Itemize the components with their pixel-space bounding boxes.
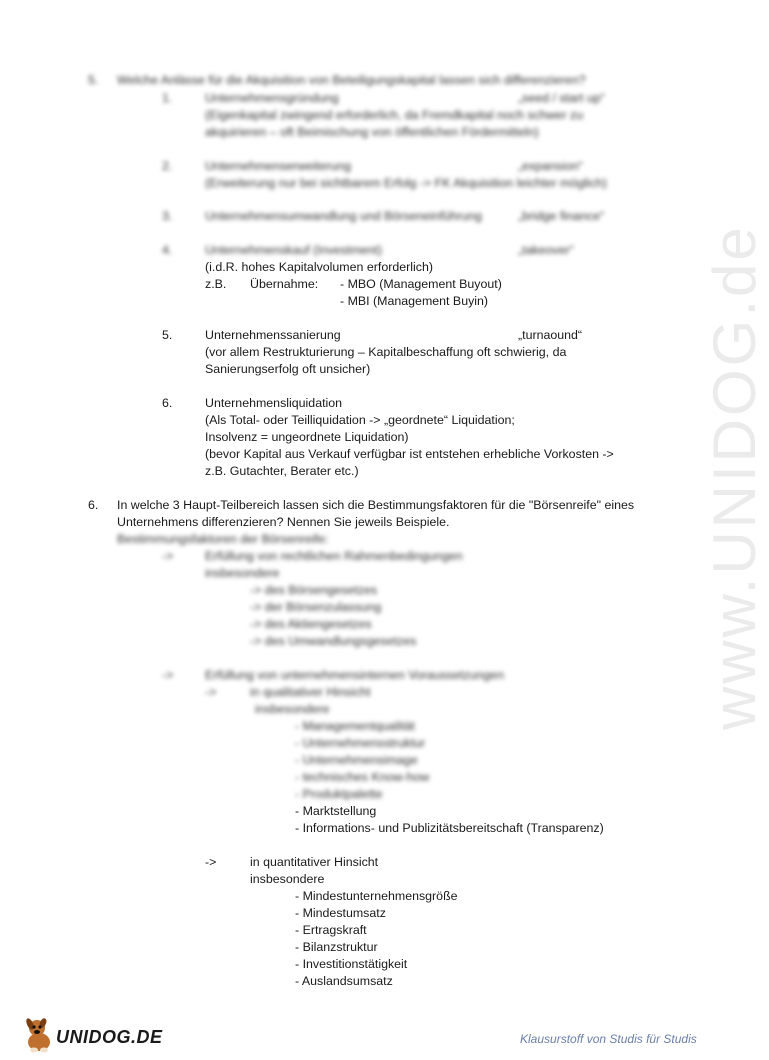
text-line: „expansion“	[518, 159, 583, 173]
text-line: 3.	[162, 209, 173, 223]
text-line: ->	[205, 855, 217, 869]
text-line: (Eigenkapital zwingend erforderlich, da Fremdkapital noch schwer zu	[205, 108, 584, 122]
text-line: in quantitativer Hinsicht	[250, 855, 379, 869]
text-line: Bestimmungsfaktoren der Börsenreife:	[117, 532, 329, 546]
text-line: - Produktpalette	[295, 787, 383, 801]
text-line: in qualitativer Hinsicht	[250, 685, 371, 699]
text-line: „seed / start up“	[518, 91, 605, 105]
text-line: 6.	[88, 498, 99, 512]
text-line: Welche Anlässe für die Akquisition von Beteiligungskapital lassen sich differenzieren?	[117, 73, 586, 87]
text-line: - Unternehmensstruktur	[295, 736, 426, 750]
text-line: - Investitionstätigkeit	[295, 957, 408, 971]
text-line: 5.	[88, 73, 99, 87]
text-line: akquirieren – oft Beimischung von öffentlichen Fördermitteln)	[205, 125, 539, 139]
text-line: „bridge finance“	[518, 209, 605, 223]
text-line: (i.d.R. hohes Kapitalvolumen erforderlich)	[205, 260, 433, 274]
text-line: -> des Umwandlungsgesetzes	[250, 634, 417, 648]
unidog-logo	[22, 1015, 162, 1055]
text-line: (vor allem Restrukturierung – Kapitalbeschaffung oft schwierig, da	[205, 345, 567, 359]
text-line: Übernahme:	[250, 277, 319, 291]
text-line: „takeover“	[518, 243, 574, 257]
text-line: - Bilanzstruktur	[295, 940, 378, 954]
text-line: - Marktstellung	[295, 804, 377, 818]
text-line: 6.	[162, 396, 173, 410]
text-line: z.B. Gutachter, Berater etc.)	[205, 464, 359, 478]
watermark	[640, 224, 768, 770]
text-line: Unternehmenssanierung	[205, 328, 341, 342]
text-line: -> des Börsengesetzes	[250, 583, 378, 597]
text-line: insbesondere	[205, 566, 280, 580]
text-line: Erfüllung von rechtlichen Rahmenbedingungen	[205, 549, 463, 563]
text-line: (bevor Kapital aus Verkauf verfügbar ist entstehen erhebliche Vorkosten ->	[205, 447, 614, 461]
text-line: insbesondere	[255, 702, 330, 716]
text-line: - Mindestumsatz	[295, 906, 386, 920]
text-line: Unternehmensgründung	[205, 91, 339, 105]
text-line: In welche 3 Haupt-Teilbereich lassen sich die Bestimmungsfaktoren für die "Börsenreife" eines	[117, 498, 635, 512]
text-line: Unternehmenserweiterung	[205, 159, 352, 173]
text-line: ->	[162, 549, 174, 563]
logo-text: UNIDOG.DE	[56, 1027, 163, 1047]
text-line: - Ertragskraft	[295, 923, 367, 937]
text-line: ->	[205, 685, 217, 699]
text-line: (Als Total- oder Teilliquidation -> „geordnete“ Liquidation;	[205, 413, 515, 427]
text-line: - technisches Know-how	[295, 770, 430, 784]
text-line: „turnaound“	[518, 328, 583, 342]
text-line: - MBO (Management Buyout)	[340, 277, 502, 291]
text-line: Erfüllung von unternehmensinternen Voraussetzungen	[205, 668, 504, 682]
text-line: z.B.	[205, 277, 227, 291]
footer-tagline: Klausurstoff von Studis für Studis	[520, 1032, 697, 1046]
text-line: 1.	[162, 91, 173, 105]
text-line: - Unternehmensimage	[295, 753, 418, 767]
dog-mascot-icon	[22, 1015, 56, 1055]
text-line: Unternehmenskauf (Investment)	[205, 243, 382, 257]
text-line: - Mindestunternehmensgröße	[295, 889, 458, 903]
text-line: 2.	[162, 159, 173, 173]
text-line: Unternehmens differenzieren? Nennen Sie jeweils Beispiele.	[117, 515, 450, 529]
text-line: - Auslandsumsatz	[295, 974, 393, 988]
text-line: (Erweiterung nur bei sichtbarem Erfolg -> FK Akquisition leichter möglich)	[205, 176, 607, 190]
text-line: Unternehmensumwandlung und Börseneinführung	[205, 209, 482, 223]
text-line: 4.	[162, 243, 173, 257]
text-line: - MBI (Management Buyin)	[340, 294, 489, 308]
text-line: -> der Börsenzulassung	[250, 600, 382, 614]
text-line: 5.	[162, 328, 173, 342]
text-line: -> des Aktiengesetzes	[250, 617, 372, 631]
watermark-text: www.UNIDOG.de	[701, 224, 768, 730]
text-line: - Informations- und Publizitätsbereitschaft (Transparenz)	[295, 821, 604, 835]
text-line: Unternehmensliquidation	[205, 396, 343, 410]
text-line: ->	[162, 668, 174, 682]
text-line: - Managementqualität	[295, 719, 415, 733]
text-line: insbesondere	[250, 872, 325, 886]
text-line: Insolvenz = ungeordnete Liquidation)	[205, 430, 409, 444]
text-line: Sanierungserfolg oft unsicher)	[205, 362, 371, 376]
